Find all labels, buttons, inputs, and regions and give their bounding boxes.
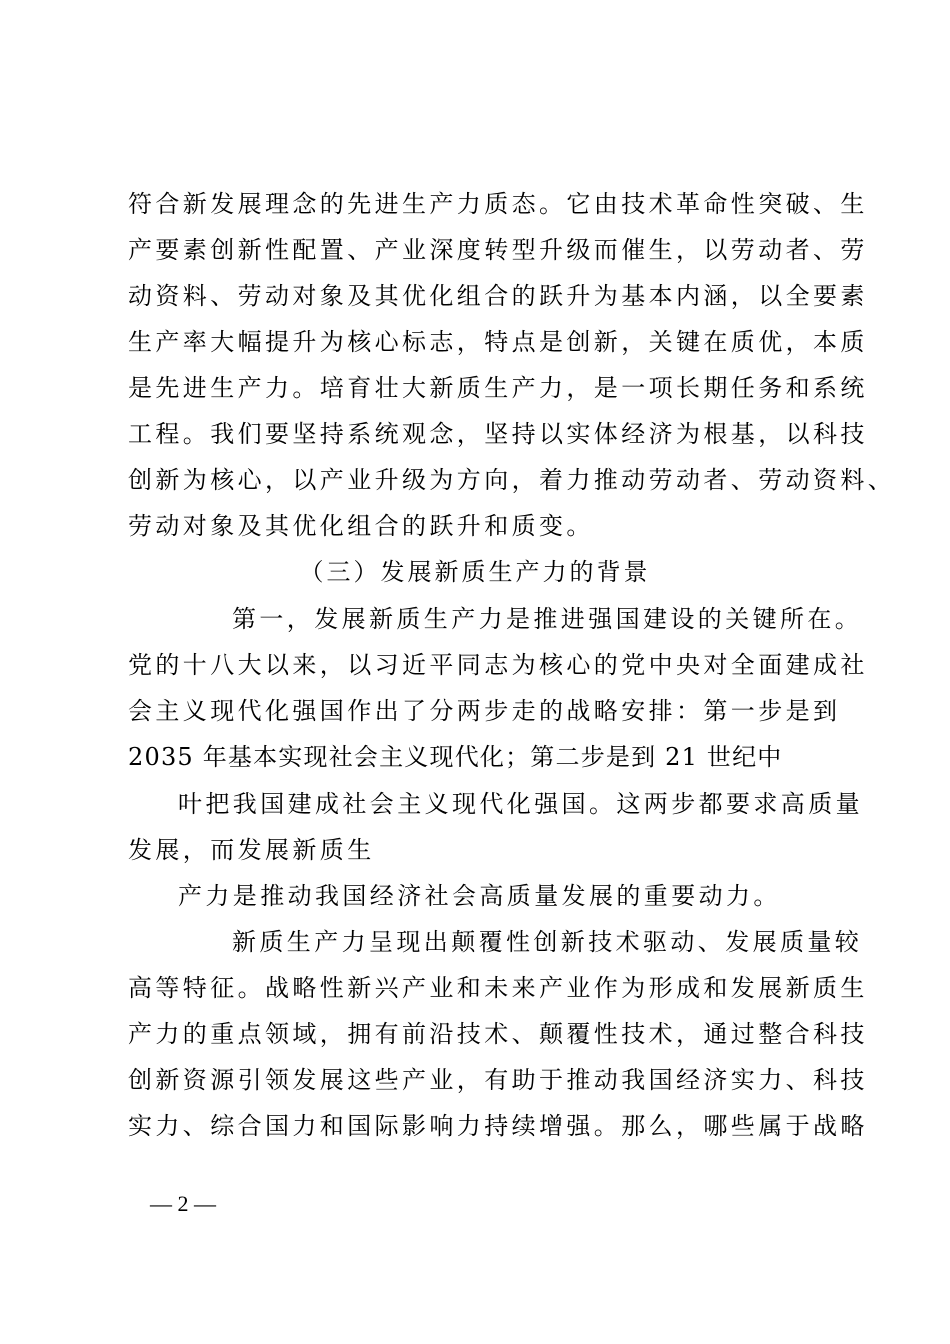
text-line: 新质生产力呈现出颠覆性创新技术驱动、发展质量较 [232,928,863,956]
text-line: 高等特征。战略性新兴产业和未来产业作为形成和发展新质生 [128,974,868,1002]
text-line: 创新资源引领发展这些产业，有助于推动我国经济实力、科技 [128,1066,868,1094]
text-line: 第一，发展新质生产力是推进强国建设的关键所在。 [232,605,863,633]
text-line: 产力是推动我国经济社会高质量发展的重要动力。 [178,882,781,910]
text-line: 2035 年基本实现社会主义现代化；第二步是到 21 世纪中 [128,743,783,771]
text-line: 产力的重点领域，拥有前沿技术、颠覆性技术，通过整合科技 [128,1020,868,1048]
text-line: 符合新发展理念的先进生产力质态。它由技术革命性突破、生 [128,190,868,218]
text-line: 是先进生产力。培育壮大新质生产力，是一项长期任务和系统 [128,374,868,402]
text-line: 会主义现代化强国作出了分两步走的战略安排：第一步是到 [128,697,841,725]
page-number-footer: — 2 — [150,1191,216,1216]
text-line: 实力、综合国力和国际影响力持续增强。那么，哪些属于战略 [128,1112,868,1140]
text-line: 劳动对象及其优化组合的跃升和质变。 [128,512,594,540]
text-line: 发展，而发展新质生 [128,836,375,864]
text-line: 党的十八大以来，以习近平同志为核心的党中央对全面建成社 [128,651,868,679]
text-line: 叶把我国建成社会主义现代化强国。这两步都要求高质量 [178,790,863,818]
text-line: 动资料、劳动对象及其优化组合的跃升为基本内涵，以全要素 [128,282,868,310]
text-line: 工程。我们要坚持系统观念，坚持以实体经济为根基，以科技 [128,420,868,448]
text-line: 生产率大幅提升为核心标志，特点是创新，关键在质优，本质 [128,328,868,356]
text-line: 产要素创新性配置、产业深度转型升级而催生，以劳动者、劳 [128,236,868,264]
text-line: 创新为核心，以产业升级为方向，着力推动劳动者、劳动资料、 [128,466,896,494]
section-heading: （三）发展新质生产力的背景 [299,558,651,586]
